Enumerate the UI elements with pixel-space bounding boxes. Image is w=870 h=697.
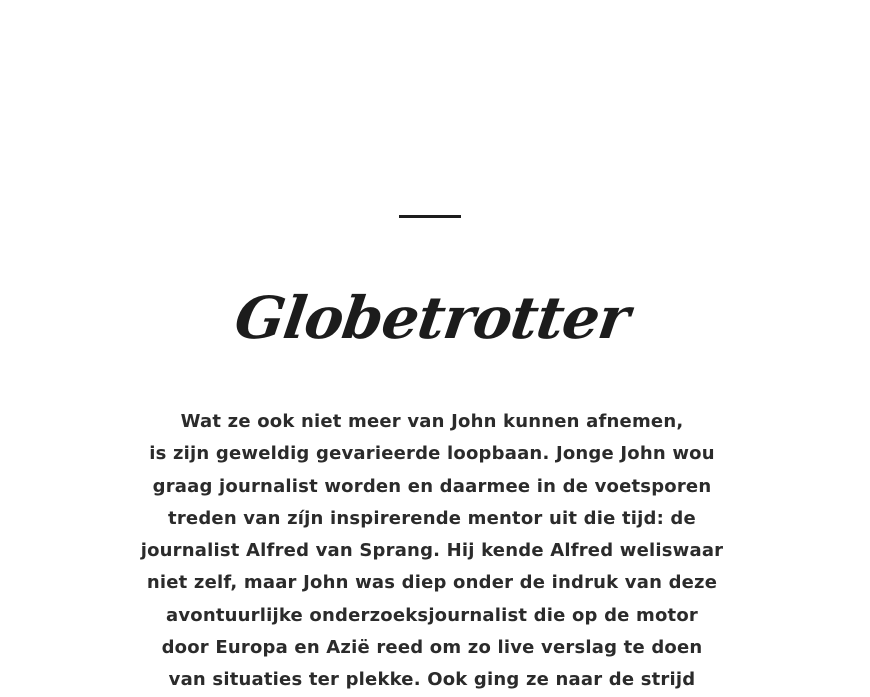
- page-title: Globetrotter: [230, 284, 634, 352]
- body-line: journalist Alfred van Sprang. Hij kende Alfred weliswaar: [140, 540, 724, 562]
- body-line: van situaties ter plekke. Ook ging ze naar de strijd: [168, 669, 696, 691]
- body-line: graag journalist worden en daarmee in de voetsporen: [152, 475, 712, 497]
- article-body: [0, 406, 864, 697]
- body-line: niet zelf, maar John was diep onder de indruk van deze: [146, 572, 718, 594]
- body-line: Wat ze ook niet meer van John kunnen afnemen,: [180, 411, 684, 432]
- body-line: avontuurlijke onderzoeksjournalist die op de motor: [165, 604, 699, 626]
- body-line: treden van zíjn inspirerende mentor uit die tijd: de: [168, 507, 696, 529]
- body-line: is zijn geweldig gevarieerde loopbaan. Jonge John wou: [149, 443, 715, 465]
- body-line: door Europa en Azië reed om zo live verslag te doen: [161, 637, 703, 659]
- title-divider: [399, 215, 461, 218]
